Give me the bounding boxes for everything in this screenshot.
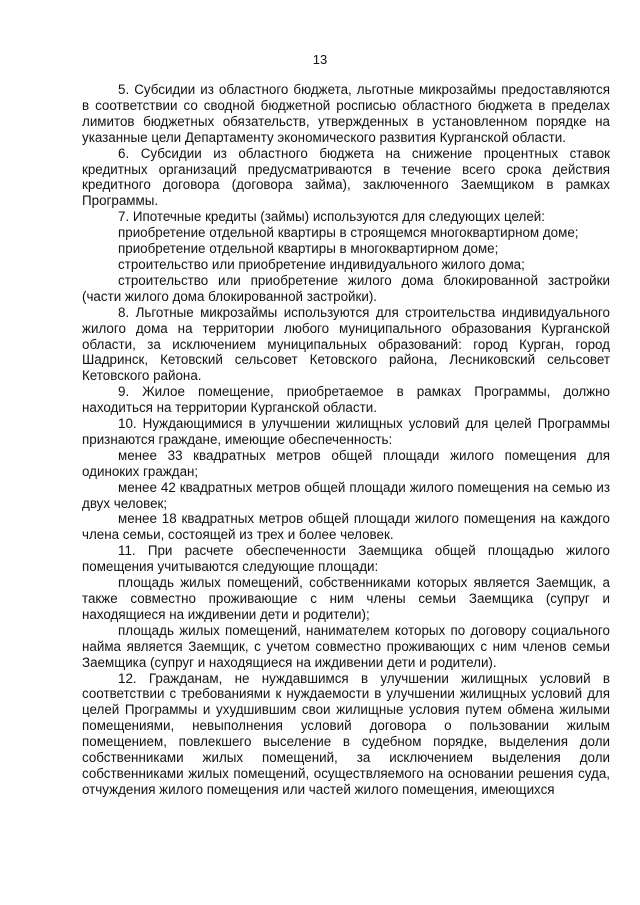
paragraph-11-area-calculation: 11. При расчете обеспеченности Заемщика общей площадью жилого помещения учитываются следующие площади: <box>82 543 610 575</box>
document-body <box>82 82 610 798</box>
purpose-item-individual-house: строительство или приобретение индивидуального жилого дома; <box>118 256 525 272</box>
paragraph-5-subsidies-funding: 5. Субсидии из областного бюджета, льготные микрозаймы предоставляются в соответствии со сводной бюджетной росписью областного бюджета в пределах лимитов бюджетных обязательств, утвержденных в установленном порядке на указанные цели Департаменту экономического развития Курганской области. <box>82 82 610 145</box>
page-number: 13 <box>312 52 328 67</box>
area-item-owned: площадь жилых помещений, собственниками которых является Заемщик, а также совместно проживающие с ним члены семьи Заемщика (супруг и находящиеся на иждивении дети и родители); <box>82 575 610 622</box>
paragraph-6-interest-rate-subsidies: 6. Субсидии из областного бюджета на снижение процентных ставок кредитных организаций предусматриваются в течение всего срока действия кредитного договора (договора займа), заключенного Заемщиком в рамках Программы. <box>82 145 610 209</box>
purpose-item-blocked-house: строительство или приобретение жилого дома блокированной застройки (части жилого дома блокированной застройки). <box>82 272 610 304</box>
criteria-item-single: менее 33 квадратных метров общей площади жилого помещения для одиноких граждан; <box>82 447 610 479</box>
paragraph-8-microloans-usage: 8. Льготные микрозаймы используются для строительства индивидуального жилого дома на территории любого муниципального образования Курганской области, за исключением муниципальных образований: город Курган, город Шадринск, Кетовский сельсовет Кетовского района, Лесниковский сельсовет Кетовского района. <box>82 304 610 384</box>
criteria-item-large-family: менее 18 квадратных метров общей площади жилого помещения на каждого члена семьи, состоящей из трех и более человек. <box>82 511 610 543</box>
paragraph-7-mortgage-purposes: 7. Ипотечные кредиты (займы) используются для следующих целей: <box>118 209 545 225</box>
paragraph-12-worsened-conditions: 12. Гражданам, не нуждавшимся в улучшении жилищных условий в соответствии с требованиями к нуждаемости в улучшении жилищных условий для целей Программы и ухудшившим свои жилищные условия путем обмена жилыми помещениями, невыполнения условий договора о пользовании жилым помещением, повлекшего выселение в судебном порядке, выделения доли собственниками жилых помещений, за исключением выделения доли собственниками жилых помещений, осуществляемого на основании решения суда, отчуждения жилого помещения или частей жилого помещения, имеющихся <box>82 670 610 797</box>
purpose-item-apartment: приобретение отдельной квартиры в многоквартирном доме; <box>118 241 499 257</box>
purpose-item-new-build-apartment: приобретение отдельной квартиры в строящемся многоквартирном доме; <box>118 225 579 241</box>
criteria-item-two-person-family: менее 42 квадратных метров общей площади жилого помещения на семью из двух человек; <box>82 479 610 511</box>
paragraph-9-location-requirement: 9. Жилое помещение, приобретаемое в рамках Программы, должно находиться на территории Курганской области. <box>82 384 610 416</box>
area-item-social-rent: площадь жилых помещений, нанимателем которых по договору социального найма является Заемщик, с учетом совместно проживающих с ним членов семьи Заемщика (супруг и находящиеся на иждивении дети и родители). <box>82 622 610 670</box>
paragraph-10-needy-criteria: 10. Нуждающимися в улучшении жилищных условий для целей Программы признаются граждане, имеющие обеспеченность: <box>82 416 610 447</box>
